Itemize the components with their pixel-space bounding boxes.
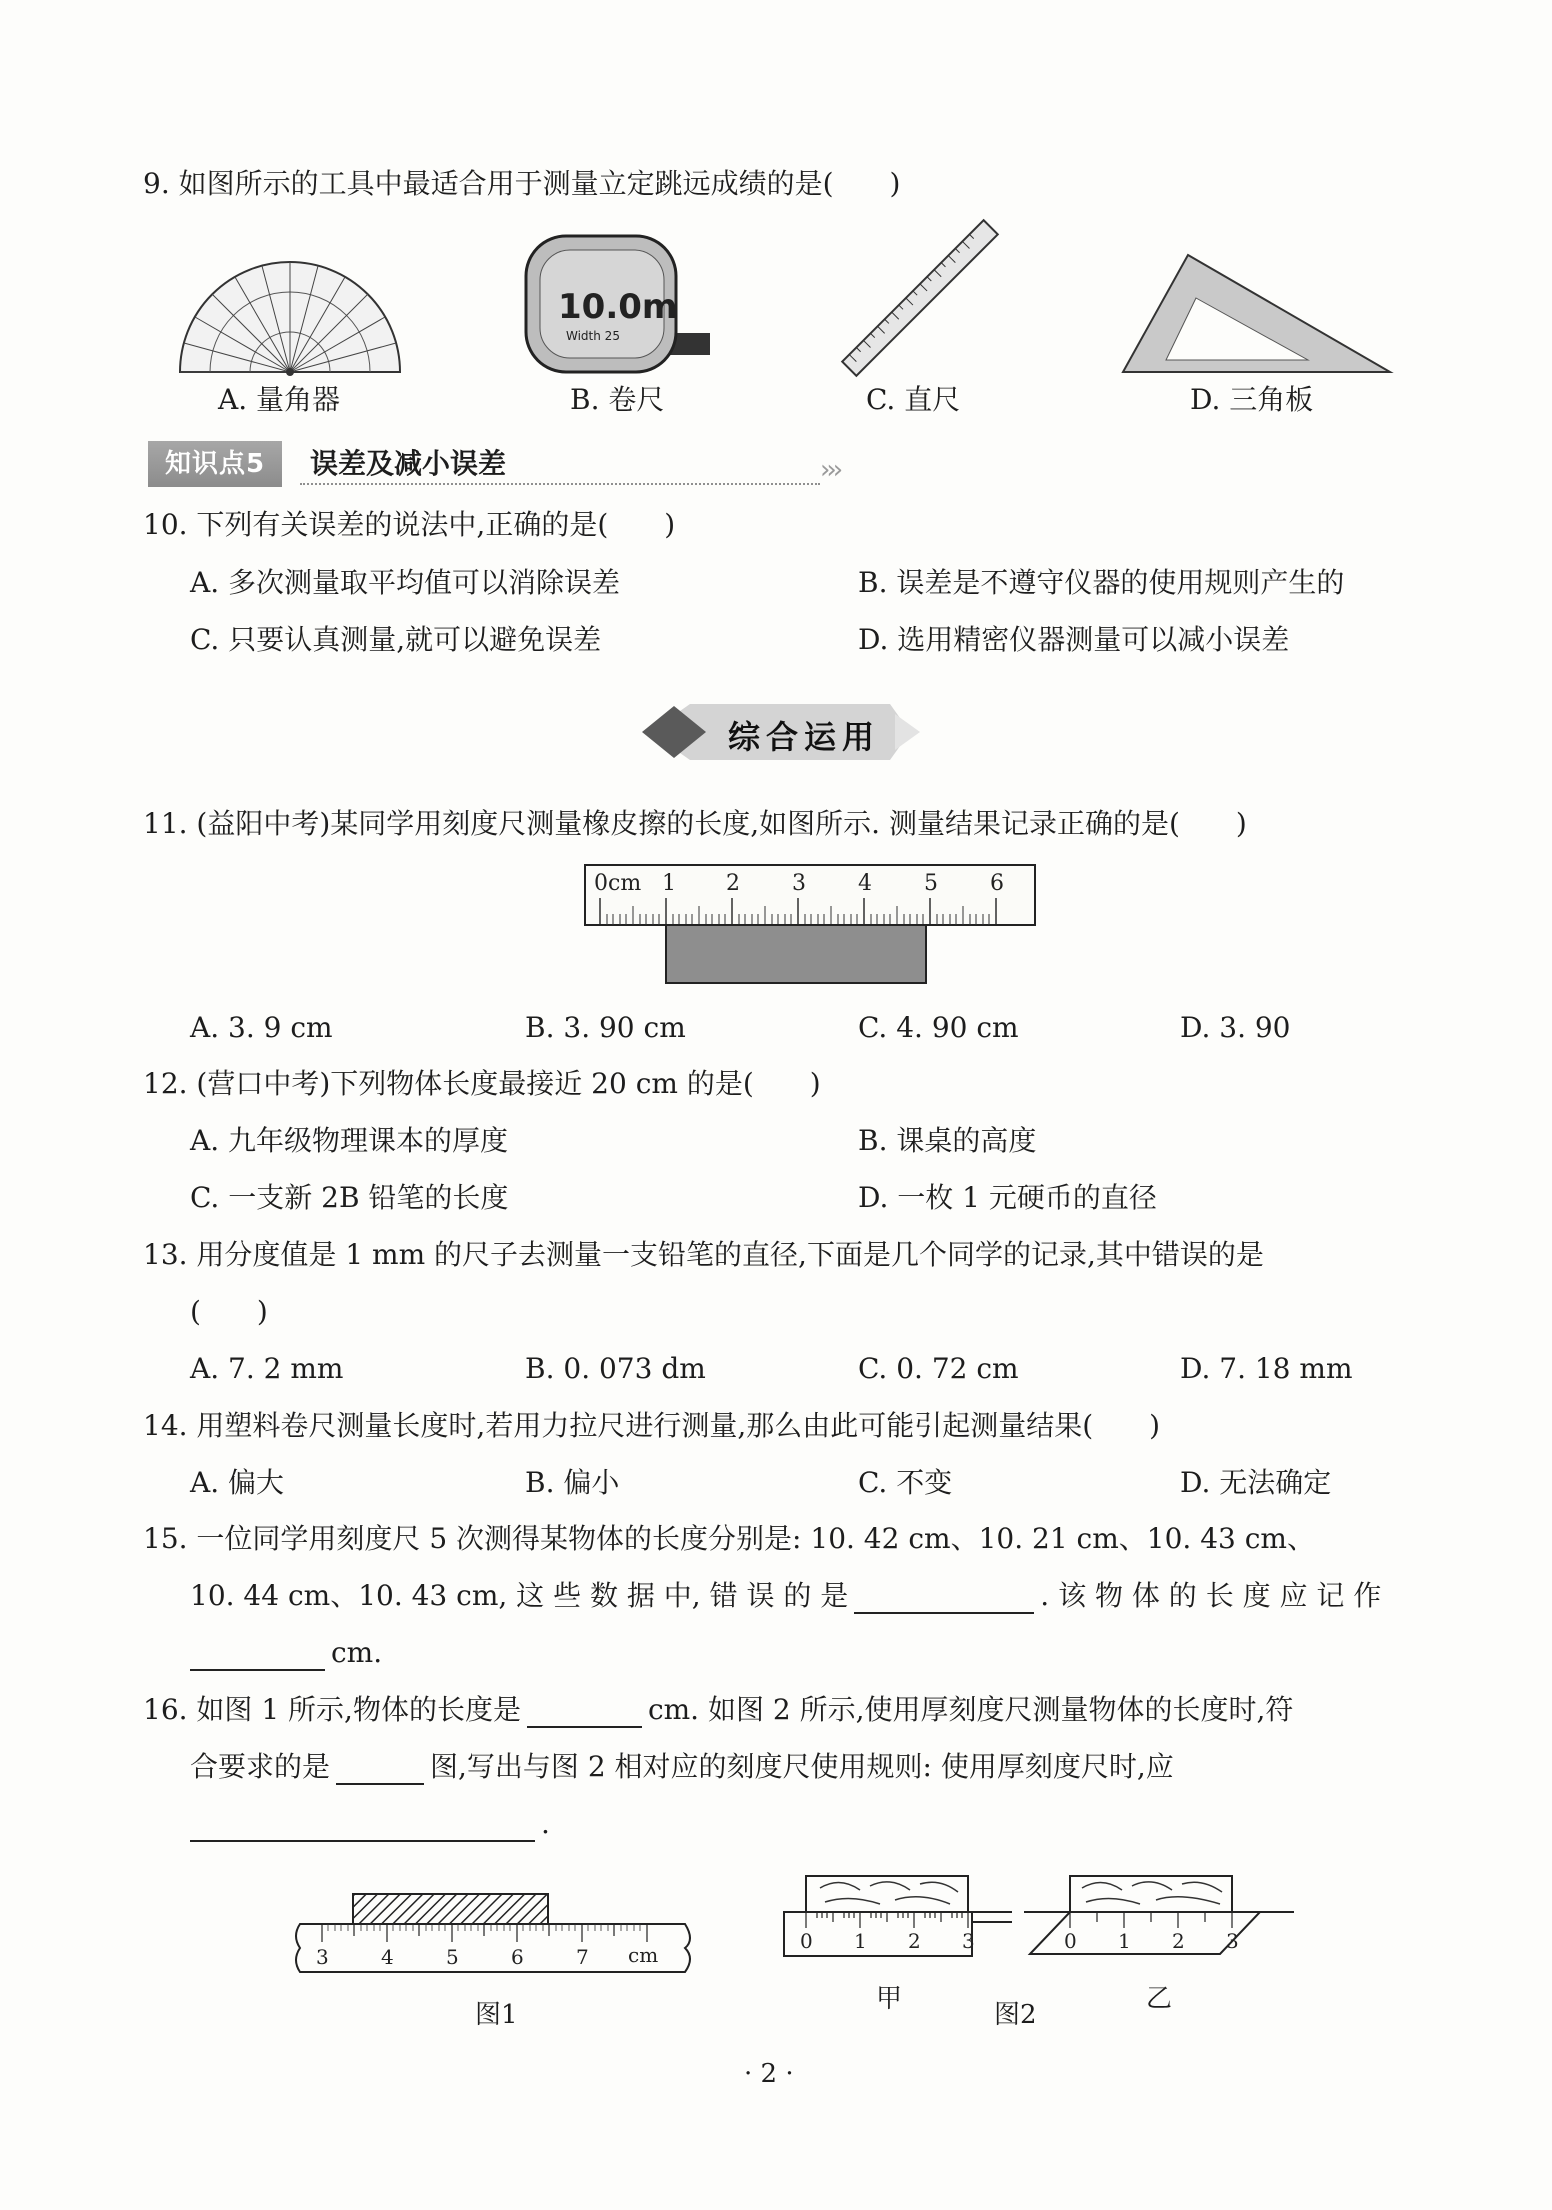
knowledge-point-title: 误差及减小误差: [310, 447, 507, 480]
ruler-image: [840, 218, 1000, 378]
q10-stem: 10. 下列有关误差的说法中,正确的是( ): [143, 508, 676, 541]
ruler-tick-label-1: 1: [662, 871, 676, 896]
q14-option-c: C. 不变: [858, 1466, 953, 1499]
q10-option-d: D. 选用精密仪器测量可以减小误差: [858, 623, 1290, 656]
q9-stem: 9. 如图所示的工具中最适合用于测量立定跳远成绩的是( ): [143, 167, 901, 200]
ruler-tick-label-5: 5: [924, 871, 938, 896]
q10-option-a: A. 多次测量取平均值可以消除误差: [190, 566, 621, 599]
fig2-right-tick-0: 0: [1064, 1929, 1077, 1953]
fig2-right-tick-1: 1: [1118, 1929, 1131, 1953]
fig2-left-tick-1: 1: [854, 1929, 867, 1953]
ruler-tick-label-2: 2: [726, 871, 740, 896]
q10-option-c: C. 只要认真测量,就可以避免误差: [190, 623, 602, 656]
q12-option-a: A. 九年级物理课本的厚度: [190, 1124, 509, 1157]
page-number: · 2 ·: [744, 2059, 794, 2089]
q13-paren: ( ): [190, 1295, 268, 1328]
fig2-right-tick-3: 3: [1226, 1929, 1239, 1953]
ruler-tick-label-3: 3: [792, 871, 806, 896]
q12-option-c: C. 一支新 2B 铅笔的长度: [190, 1181, 509, 1214]
q11-option-a: A. 3. 9 cm: [190, 1011, 333, 1044]
figure2-rulers: [780, 1870, 1300, 1990]
q14-option-a: A. 偏大: [190, 1466, 285, 1499]
q15-unit: cm.: [331, 1636, 383, 1669]
ruler-tick-label-4: 4: [858, 871, 872, 896]
q13-option-b: B. 0. 073 dm: [525, 1352, 706, 1385]
fig2-left-tick-2: 2: [908, 1929, 921, 1953]
protractor-image: [170, 250, 410, 380]
fig1-tick-5: 5: [446, 1945, 459, 1969]
fig2-right-tick-2: 2: [1172, 1929, 1185, 1953]
q14-option-b: B. 偏小: [525, 1466, 620, 1499]
section-title: 综合运用: [728, 718, 881, 756]
q16-blank-rule[interactable]: [190, 1812, 535, 1842]
fig1-tick-4: 4: [381, 1945, 394, 1969]
q16-line2: [190, 1749, 1174, 1785]
tape-label: 10.0m: [558, 287, 678, 327]
q15-line3: [190, 1635, 382, 1671]
q13-option-a: A. 7. 2 mm: [190, 1352, 344, 1385]
figure1-ruler: [290, 1890, 700, 2000]
q13-stem: 13. 用分度值是 1 mm 的尺子去测量一支铅笔的直径,下面是几个同学的记录,其中错误的是: [143, 1238, 1264, 1271]
q15-line2: [190, 1578, 1381, 1614]
ruler-tick-label-0: 0cm: [594, 871, 642, 896]
q16-line2-start: 合要求的是: [190, 1750, 331, 1783]
q16-blank-figure[interactable]: [336, 1755, 424, 1785]
q9-option-b: B. 卷尺: [570, 383, 665, 416]
fig1-unit: cm: [628, 1943, 659, 1967]
section-banner: [640, 700, 940, 764]
q16-line2-end: 图,写出与图 2 相对应的刻度尺使用规则: 使用厚刻度尺时,应: [430, 1750, 1174, 1783]
q9-option-c: C. 直尺: [866, 383, 961, 416]
q16-line1-end: cm. 如图 2 所示,使用厚刻度尺测量物体的长度时,符: [647, 1693, 1294, 1726]
q11-stem: 11. (益阳中考)某同学用刻度尺测量橡皮擦的长度,如图所示. 测量结果记录正确的是( ): [143, 807, 1247, 840]
chevron-right-icon: ›››: [820, 455, 840, 485]
triangle-ruler-image: [1118, 250, 1398, 380]
tape-sub-label: Width 25: [566, 329, 620, 343]
q16-line1: [143, 1692, 1293, 1728]
figure1-caption: 图1: [475, 2000, 518, 2030]
eraser-ruler-figure: [580, 860, 1040, 990]
eraser: [666, 925, 926, 983]
q12-stem: 12. (营口中考)下列物体长度最接近 20 cm 的是( ): [143, 1067, 821, 1100]
knowledge-point-divider: [300, 483, 820, 485]
q16-line1-start: 16. 如图 1 所示,物体的长度是: [143, 1693, 521, 1726]
figure2-label-yi: 乙: [1146, 1984, 1173, 2014]
q9-option-a: A. 量角器: [218, 383, 341, 416]
q13-option-d: D. 7. 18 mm: [1180, 1352, 1353, 1385]
q9-option-d: D. 三角板: [1190, 383, 1314, 416]
q15-blank-length[interactable]: [190, 1641, 325, 1671]
fig1-tick-3: 3: [316, 1945, 329, 1969]
fig1-tick-6: 6: [511, 1945, 524, 1969]
q15-line1: 15. 一位同学用刻度尺 5 次测得某物体的长度分别是: 10. 42 cm、10. 21 cm、10. 43 cm、: [143, 1522, 1315, 1555]
tape-measure-image: [520, 228, 720, 378]
figure2-caption: 图2: [994, 2000, 1037, 2030]
hatched-object: [353, 1894, 548, 1924]
figure2-label-jia: 甲: [876, 1984, 903, 2014]
q12-option-d: D. 一枚 1 元硬币的直径: [858, 1181, 1157, 1214]
q16-line3: [190, 1806, 550, 1842]
q13-option-c: C. 0. 72 cm: [858, 1352, 1019, 1385]
q11-option-b: B. 3. 90 cm: [525, 1011, 686, 1044]
q11-option-d: D. 3. 90: [1180, 1011, 1291, 1044]
q16-line3-end: .: [541, 1807, 550, 1840]
fig2-left-tick-0: 0: [800, 1929, 813, 1953]
ruler-tick-label-6: 6: [990, 871, 1004, 896]
q15-line2-end: . 该 物 体 的 长 度 应 记 作: [1040, 1579, 1382, 1612]
q12-option-b: B. 课桌的高度: [858, 1124, 1037, 1157]
q15-blank-error[interactable]: [854, 1584, 1034, 1614]
q15-line2-start: 10. 44 cm、10. 43 cm, 这 些 数 据 中, 错 误 的 是: [190, 1579, 849, 1612]
q16-blank-length[interactable]: [527, 1698, 642, 1728]
q14-stem: 14. 用塑料卷尺测量长度时,若用力拉尺进行测量,那么由此可能引起测量结果( ): [143, 1409, 1161, 1442]
fig1-tick-7: 7: [576, 1945, 589, 1969]
q10-option-b: B. 误差是不遵守仪器的使用规则产生的: [858, 566, 1345, 599]
q14-option-d: D. 无法确定: [1180, 1466, 1332, 1499]
fig2-left-tick-3: 3: [962, 1929, 975, 1953]
knowledge-point-tag: 知识点5: [148, 441, 282, 487]
q11-option-c: C. 4. 90 cm: [858, 1011, 1019, 1044]
